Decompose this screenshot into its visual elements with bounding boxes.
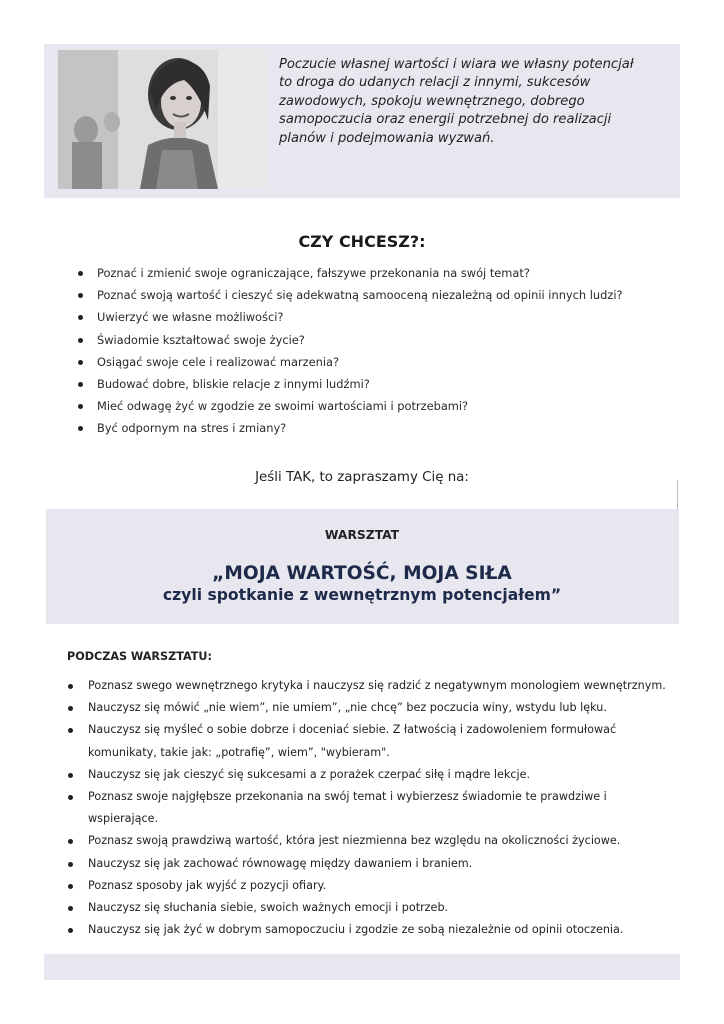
invitation-text: Jeśli TAK, to zapraszamy Cię na: [255, 470, 469, 485]
footer-band [44, 954, 680, 980]
during-list-item: Poznasz swego wewnętrznego krytyka i nauczysz się radzić z negatywnym monologiem wewnętrznym. [68, 675, 668, 697]
during-list-item: Nauczysz się myśleć o sobie dobrze i doceniać siebie. Z łatwością i zadowoleniem formułować komunikaty, takie jak: „potrafię”, wiem”, "wybieram". [68, 719, 668, 763]
want-list-item: Poznać i zmienić swoje ograniczające, fałszywe przekonania na swój temat? [78, 262, 678, 284]
want-list-item: Być odpornym na stres i zmiany? [78, 417, 678, 439]
during-list [68, 675, 668, 941]
want-list-item: Uwierzyć we własne możliwości? [78, 306, 678, 328]
during-list-item: Nauczysz się mówić „nie wiem”, nie umiem”, „nie chcę” bez poczucia winy, wstydu lub lęku. [68, 697, 668, 719]
during-list-item: Poznasz swoje najgłębsze przekonania na swój temat i wybierzesz świadomie te prawdziwe i wspierające. [68, 786, 668, 830]
workshop-label: WARSZTAT [324, 528, 400, 542]
intro-text [279, 56, 669, 148]
during-list-item: Poznasz sposoby jak wyjść z pozycji ofiary. [68, 875, 668, 897]
want-list-item: Mieć odwagę żyć w zgodzie ze swoimi wartościami i potrzebami? [78, 395, 678, 417]
divider-line [677, 480, 678, 510]
workshop-subtitle: czyli spotkanie z wewnętrznym potencjałem” [162, 586, 562, 604]
intro-line: to droga do udanych relacji z innymi, sukcesów [279, 75, 591, 91]
intro-line: planów i podejmowania wyzwań. [279, 130, 495, 146]
during-list-item: Nauczysz się jak cieszyć się sukcesami a z porażek czerpać siłę i mądre lekcje. [68, 764, 668, 786]
workshop-title: „MOJA WARTOŚĆ, MOJA SIŁA [212, 563, 512, 584]
during-list-item: Nauczysz się słuchania siebie, swoich ważnych emocji i potrzeb. [68, 897, 668, 919]
intro-line: Poczucie własnej wartości i wiara we własny potencjał [279, 57, 634, 72]
during-list-item: Nauczysz się jak zachować równowagę między dawaniem i braniem. [68, 853, 668, 875]
portrait-illustration [58, 50, 267, 189]
intro-line: zawodowych, spokoju wewnętrznego, dobrego [279, 93, 585, 109]
woman-portrait-photo [58, 50, 267, 189]
want-list-item: Budować dobre, bliskie relacje z innymi ludźmi? [78, 373, 678, 395]
want-list [78, 262, 678, 440]
during-list-item: Nauczysz się jak żyć w dobrym samopoczuciu i zgodzie ze sobą niezależnie od opinii otoczenia. [68, 919, 668, 941]
want-list-item: Świadomie kształtować swoje życie? [78, 329, 678, 351]
want-heading: CZY CHCESZ?: [298, 232, 426, 251]
during-list-item: Poznasz swoją prawdziwą wartość, która jest niezmienna bez względu na okoliczności życiowe. [68, 830, 668, 852]
want-list-item: Osiągać swoje cele i realizować marzenia? [78, 351, 678, 373]
want-list-item: Poznać swoją wartość i cieszyć się adekwatną samooceną niezależną od opinii innych ludzi? [78, 284, 678, 306]
during-heading: PODCZAS WARSZTATU: [67, 650, 212, 663]
intro-line: samopoczucia oraz energii potrzebnej do realizacji [279, 112, 612, 128]
